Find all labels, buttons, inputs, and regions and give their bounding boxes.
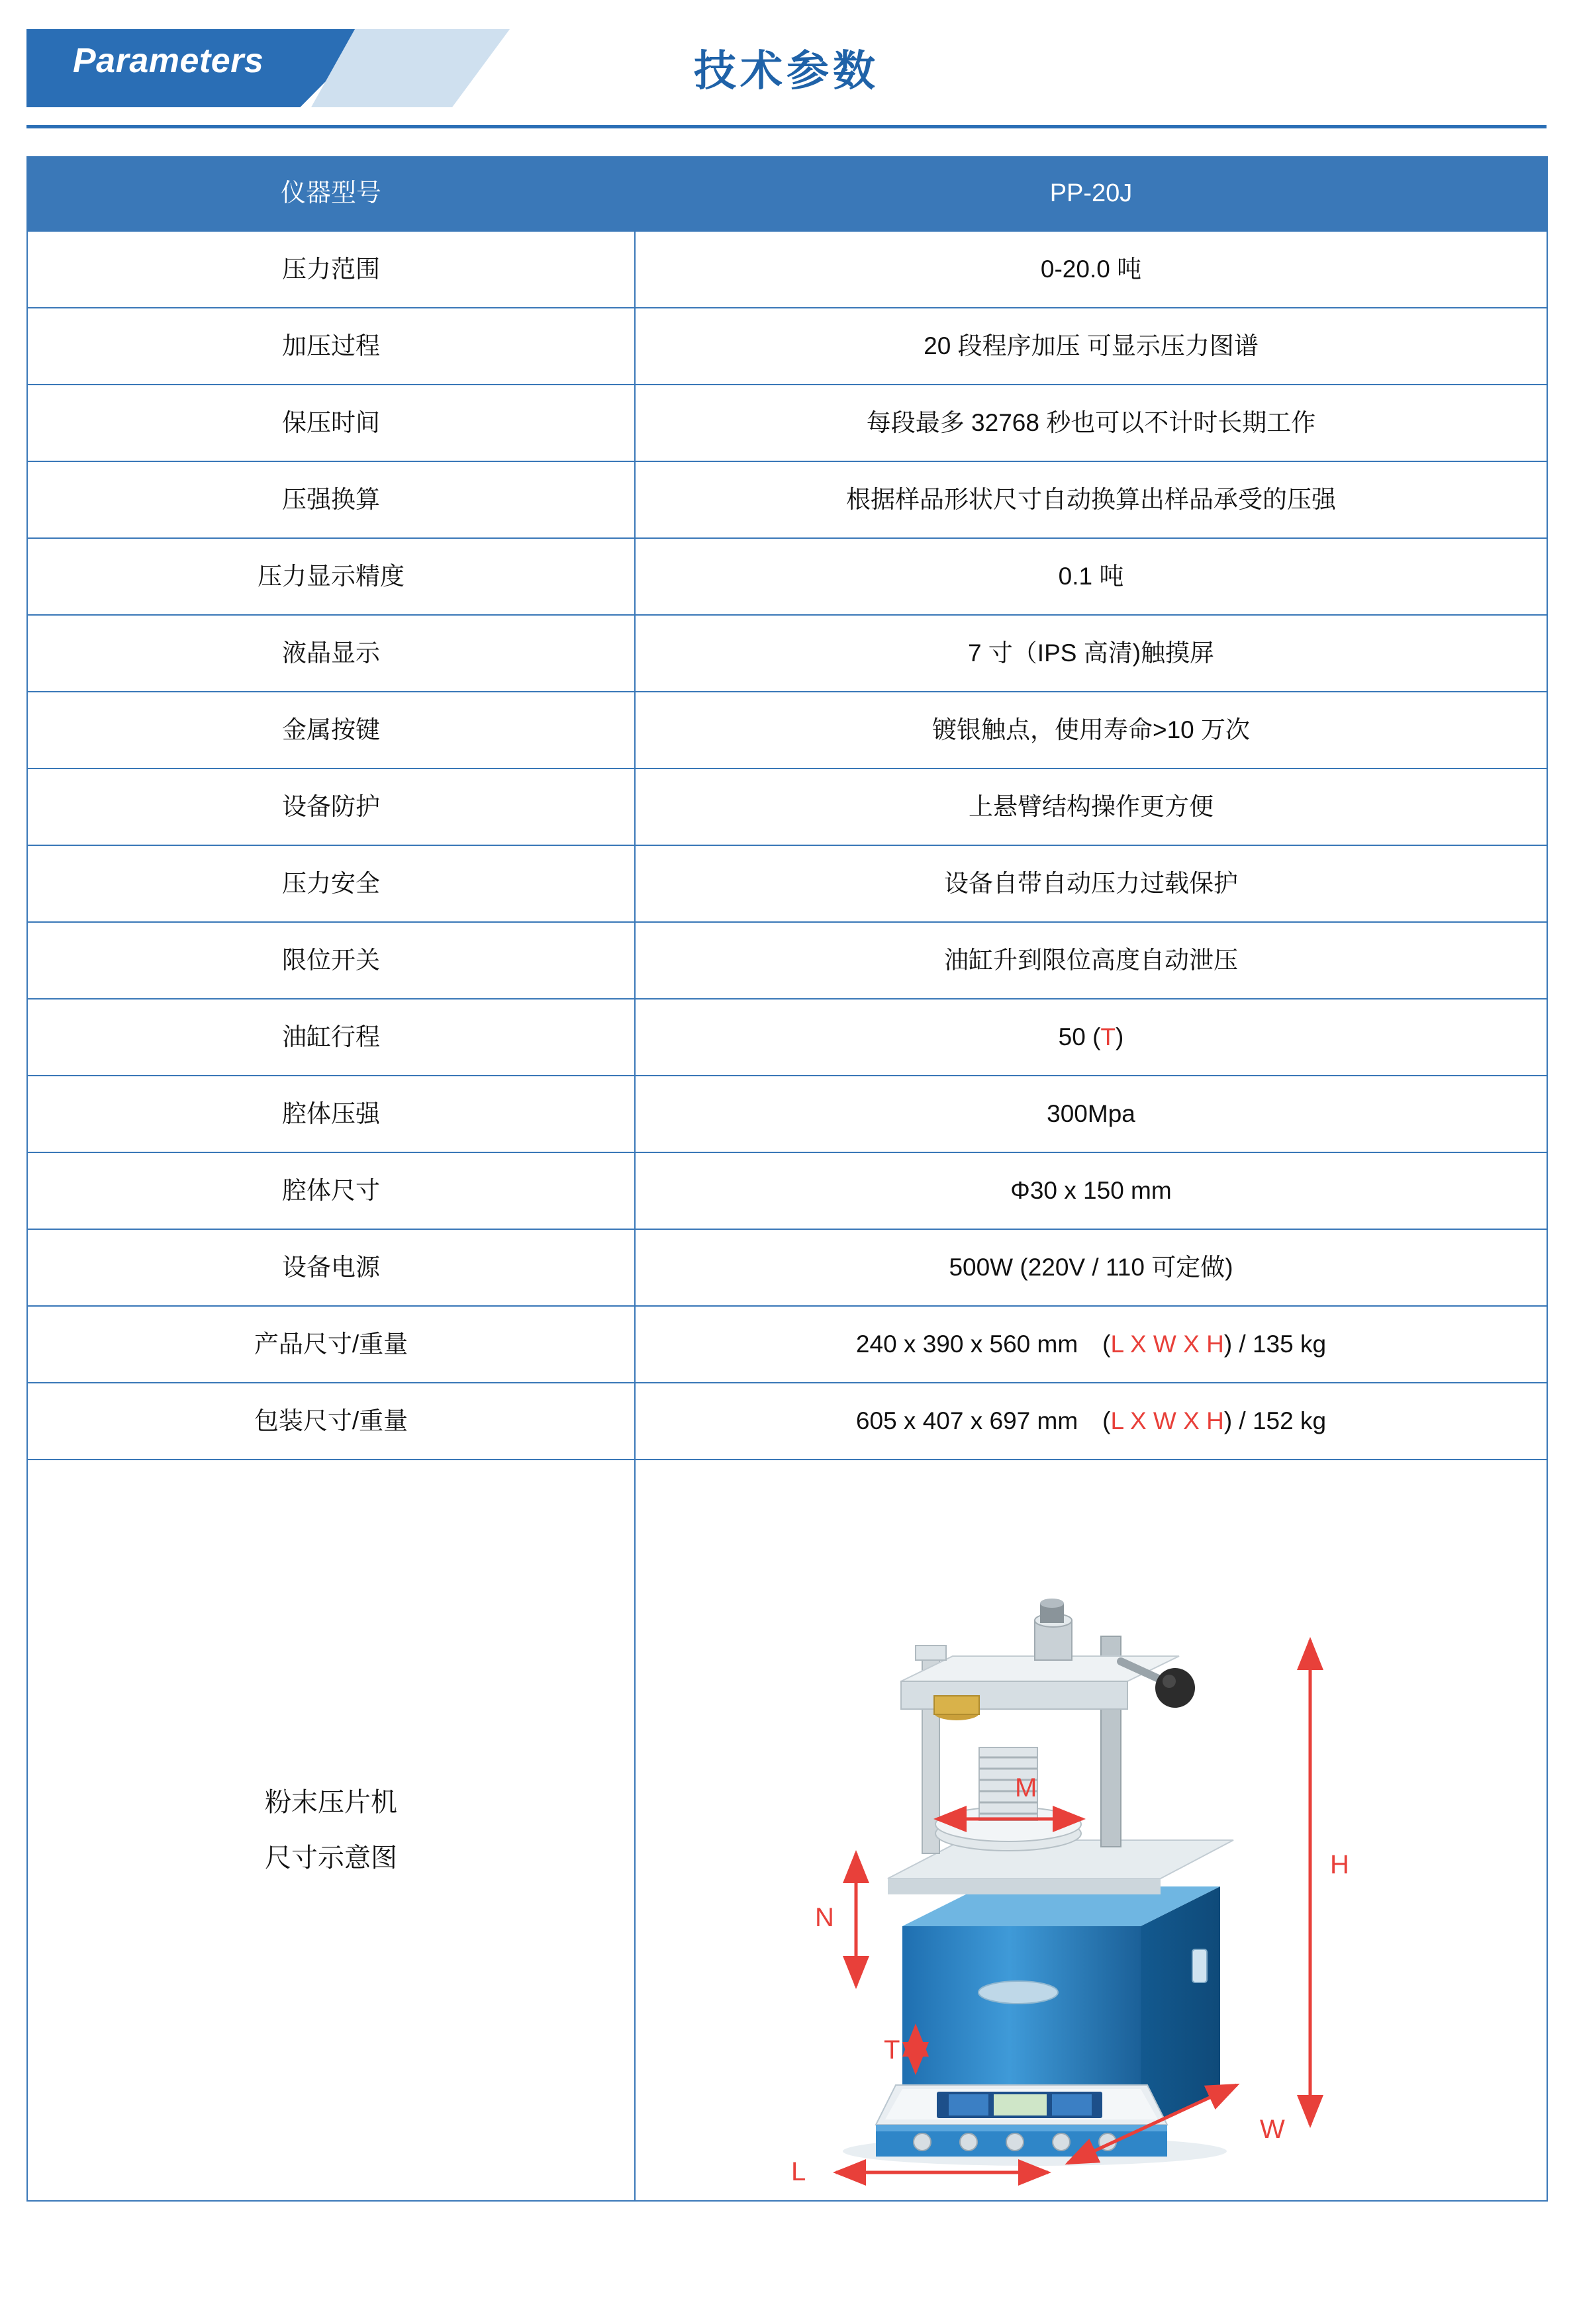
dimension-label-N: N — [815, 1903, 834, 1932]
diagram-label-line1: 粉末压片机 — [265, 1788, 397, 1817]
spec-label: 腔体尺寸 — [27, 1152, 635, 1229]
spec-label: 加压过程 — [27, 308, 635, 385]
parameters-page — [0, 23, 1573, 2324]
table-row — [27, 615, 1547, 692]
specifications-table — [26, 156, 1548, 2202]
spec-label: 压强换算 — [27, 461, 635, 538]
diagram-row — [27, 1460, 1547, 2201]
spec-value: 设备自带自动压力过载保护 — [635, 845, 1547, 922]
header-english-title: Parameters — [73, 42, 264, 80]
dimension-label-M: M — [1015, 1773, 1037, 1802]
table-row — [27, 1383, 1547, 1460]
spec-value: 0-20.0 吨 — [635, 231, 1547, 308]
spec-label: 设备电源 — [27, 1229, 635, 1306]
spec-value: 油缸升到限位高度自动泄压 — [635, 922, 1547, 999]
spec-value-text: 605 x 407 x 697 mm ( — [855, 1407, 1111, 1435]
spec-label: 保压时间 — [27, 385, 635, 461]
table-row — [27, 385, 1547, 461]
dimension-label-W: W — [1260, 2115, 1285, 2144]
spec-value-tail: ) / 152 kg — [1223, 1407, 1327, 1435]
spec-label: 产品尺寸/重量 — [27, 1306, 635, 1383]
table-row — [27, 1152, 1547, 1229]
spec-label: 腔体压强 — [27, 1076, 635, 1152]
spec-value: 20 段程序加压 可显示压力图谱 — [635, 308, 1547, 385]
table-row — [27, 999, 1547, 1076]
spec-value — [635, 999, 1547, 1076]
diagram-label-cell — [27, 1460, 635, 2201]
spec-value-text: 240 x 390 x 560 mm ( — [855, 1330, 1111, 1358]
spec-value-accent: T — [1100, 1023, 1116, 1051]
table-body — [27, 231, 1547, 2201]
table-header-row — [27, 157, 1547, 231]
column-header-model-label: 仪器型号 — [27, 157, 635, 231]
spec-value — [635, 1306, 1547, 1383]
dimension-label-T: T — [884, 2035, 900, 2065]
table-row — [27, 1076, 1547, 1152]
table-row — [27, 461, 1547, 538]
spec-value: Φ30 x 150 mm — [635, 1152, 1547, 1229]
spec-value: 7 寸（IPS 高清)触摸屏 — [635, 615, 1547, 692]
diagram-image-cell — [635, 1460, 1547, 2201]
table-row — [27, 768, 1547, 845]
machine-diagram — [636, 1463, 1547, 2198]
spec-value: 上悬臂结构操作更方便 — [635, 768, 1547, 845]
dimension-label-L: L — [791, 2157, 806, 2186]
column-header-model-value: PP-20J — [635, 157, 1547, 231]
machine-illustration — [636, 1463, 1547, 2198]
spec-value-tail: ) — [1116, 1023, 1124, 1051]
dimension-label-H: H — [1330, 1850, 1349, 1879]
spec-label: 压力范围 — [27, 231, 635, 308]
table-row — [27, 845, 1547, 922]
spec-value-tail: ) / 135 kg — [1223, 1330, 1327, 1358]
spec-label: 金属按键 — [27, 692, 635, 768]
spec-label: 包装尺寸/重量 — [27, 1383, 635, 1460]
spec-label: 油缸行程 — [27, 999, 635, 1076]
spec-label: 压力显示精度 — [27, 538, 635, 615]
spec-label: 设备防护 — [27, 768, 635, 845]
spec-label: 压力安全 — [27, 845, 635, 922]
spec-value: 根据样品形状尺寸自动换算出样品承受的压强 — [635, 461, 1547, 538]
spec-value: 镀银触点，使用寿命>10 万次 — [635, 692, 1547, 768]
table-row — [27, 922, 1547, 999]
spec-label: 液晶显示 — [27, 615, 635, 692]
page-title: 技术参数 — [694, 47, 879, 95]
table-row — [27, 538, 1547, 615]
spec-label: 限位开关 — [27, 922, 635, 999]
spec-value: 每段最多 32768 秒也可以不计时长期工作 — [635, 385, 1547, 461]
header-divider — [26, 125, 1547, 128]
table-row — [27, 231, 1547, 308]
table-row — [27, 308, 1547, 385]
table-row — [27, 1229, 1547, 1306]
spec-value: 0.1 吨 — [635, 538, 1547, 615]
spec-value: 500W (220V / 110 可定做) — [635, 1229, 1547, 1306]
table-row — [27, 1306, 1547, 1383]
spec-value: 300Mpa — [635, 1076, 1547, 1152]
diagram-label-line2: 尺寸示意图 — [265, 1843, 397, 1873]
page-header — [26, 23, 1547, 148]
spec-value-text: 50 ( — [1058, 1023, 1101, 1051]
spec-value-accent: L X W X H — [1110, 1407, 1224, 1435]
spec-value-accent: L X W X H — [1110, 1330, 1224, 1358]
table-row — [27, 692, 1547, 768]
spec-value — [635, 1383, 1547, 1460]
